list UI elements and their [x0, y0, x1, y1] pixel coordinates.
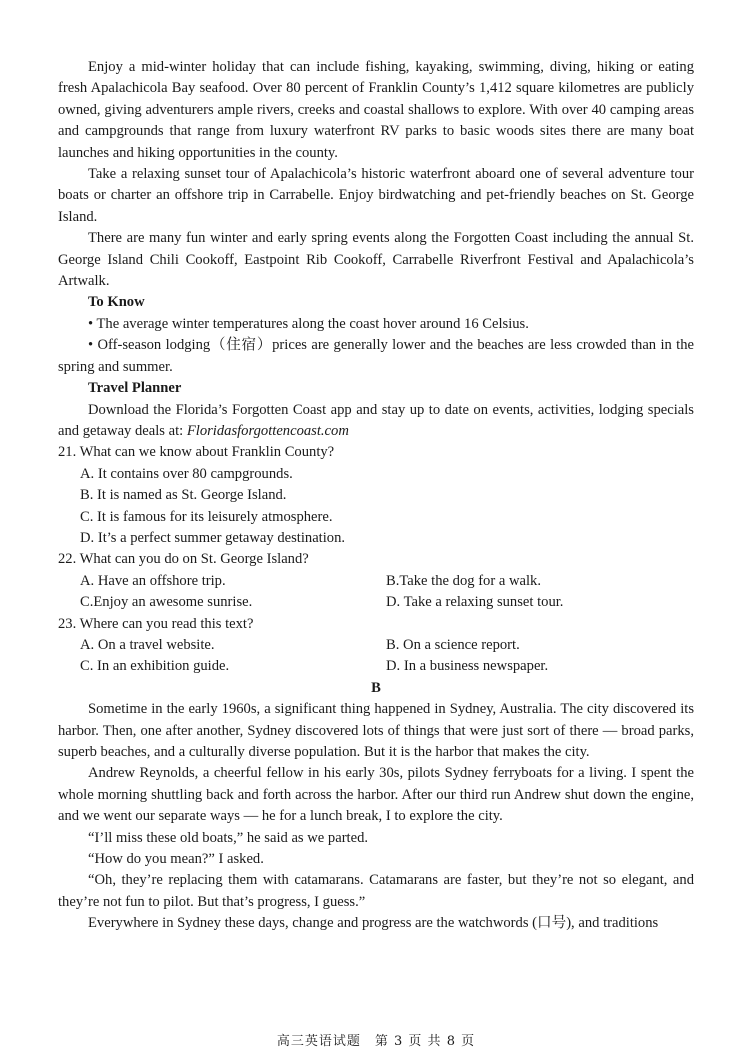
passage-b-paragraph-1: Sometime in the early 1960s, a significant thing happened in Sydney, Australia. The city discovered its harbor. Then, one after another, Sydney discovered lots of things that were just sort of there — broad parks, superb beaches, and a culturally diverse population. But it is the harbor that makes the city. — [58, 701, 694, 760]
question-21-option-d: D. It’s a perfect summer getaway destination. — [80, 529, 346, 546]
page-footer: 高三英语试题 第 3 页 共 8 页 — [276, 1034, 476, 1049]
passage-b-heading: B — [371, 679, 381, 696]
question-21-stem: 21. What can we know about Franklin County? — [58, 444, 335, 461]
question-23-option-d: D. In a business newspaper. — [386, 658, 549, 675]
passage-b-paragraph-4: “How do you mean?” I asked. — [88, 851, 264, 868]
question-21-option-b: B. It is named as St. George Island. — [80, 487, 287, 504]
question-23-stem: 23. Where can you read this text? — [58, 615, 254, 632]
question-21-option-c: C. It is famous for its leisurely atmosphere. — [80, 508, 333, 525]
travel-planner-body: Download the Florida’s Forgotten Coast app and stay up to date on events, activities, lodging specials and getaway deals at: — [58, 401, 694, 439]
to-know-bullet-1: • The average winter temperatures along the coast hover around 16 Celsius. — [88, 315, 529, 332]
question-22-option-b: B.Take the dog for a walk. — [386, 572, 542, 589]
passage-a-paragraph-3: There are many fun winter and early spring events along the Forgotten Coast including the annual St. George Island Chili Cookoff, Eastpoint Rib Cookoff, Carrabelle Riverfront Festival and Apalachicola’s Artwalk. — [58, 230, 694, 290]
passage-b-paragraph-2: Andrew Reynolds, a cheerful fellow in his early 30s, pilots Sydney ferryboats for a living. I spent the whole morning shuttling back and forth across the harbor. After our third run Andrew shut down the engine, and we went our separate ways — he for a lunch break, I to explore the city. — [58, 765, 694, 825]
website-link: Floridasforgottencoast.com — [186, 422, 349, 439]
passage-b-paragraph-5: “Oh, they’re replacing them with catamarans. Catamarans are faster, but they’re not so elegant, and they’re not fun to pilot. But that’s progress, I guess.” — [58, 872, 694, 910]
question-23-option-c: C. In an exhibition guide. — [80, 658, 230, 675]
to-know-bullet-2: • Off-season lodging（住宿）prices are generally lower and the beaches are less crowded than in the spring and summer. — [58, 337, 694, 375]
question-22-option-c: C.Enjoy an awesome sunrise. — [80, 594, 253, 611]
question-23-option-a: A. On a travel website. — [80, 636, 215, 653]
passage-a-paragraph-2: Take a relaxing sunset tour of Apalachicola’s historic waterfront aboard one of several adventure tour boats or charter an offshore trip in Carrabelle. Enjoy birdwatching and pet-friendly beaches on St. George Island. — [58, 166, 694, 225]
passage-b-paragraph-6: Everywhere in Sydney these days, change and progress are the watchwords (口号), and traditions — [88, 915, 659, 932]
travel-planner-heading: Travel Planner — [88, 380, 182, 397]
question-22-options — [58, 571, 694, 614]
travel-planner-text — [58, 400, 694, 443]
question-22-option-a: A. Have an offshore trip. — [80, 572, 226, 589]
exam-page — [58, 57, 694, 935]
question-23-option-b: B. On a science report. — [386, 636, 520, 653]
to-know-heading: To Know — [88, 294, 145, 311]
passage-a-paragraph-1: Enjoy a mid-winter holiday that can include fishing, kayaking, swimming, diving, hiking or eating fresh Apalachicola Bay seafood. Over 80 percent of Franklin County’s 1,412 square kilometres are publicly owned, giving adventurers ample rivers, creeks and coastal shallows to explore. With over 40 camping areas and campgrounds that range from luxury waterfront RV parks to basic woods sites there are many boat launches and hiking opportunities in the county. — [58, 59, 694, 161]
question-22-stem: 22. What can you do on St. George Island? — [58, 551, 309, 568]
question-23-options — [58, 635, 694, 678]
passage-b-paragraph-3: “I’ll miss these old boats,” he said as we parted. — [88, 829, 369, 846]
question-22-option-d: D. Take a relaxing sunset tour. — [386, 594, 564, 611]
question-21-option-a: A. It contains over 80 campgrounds. — [80, 465, 293, 482]
